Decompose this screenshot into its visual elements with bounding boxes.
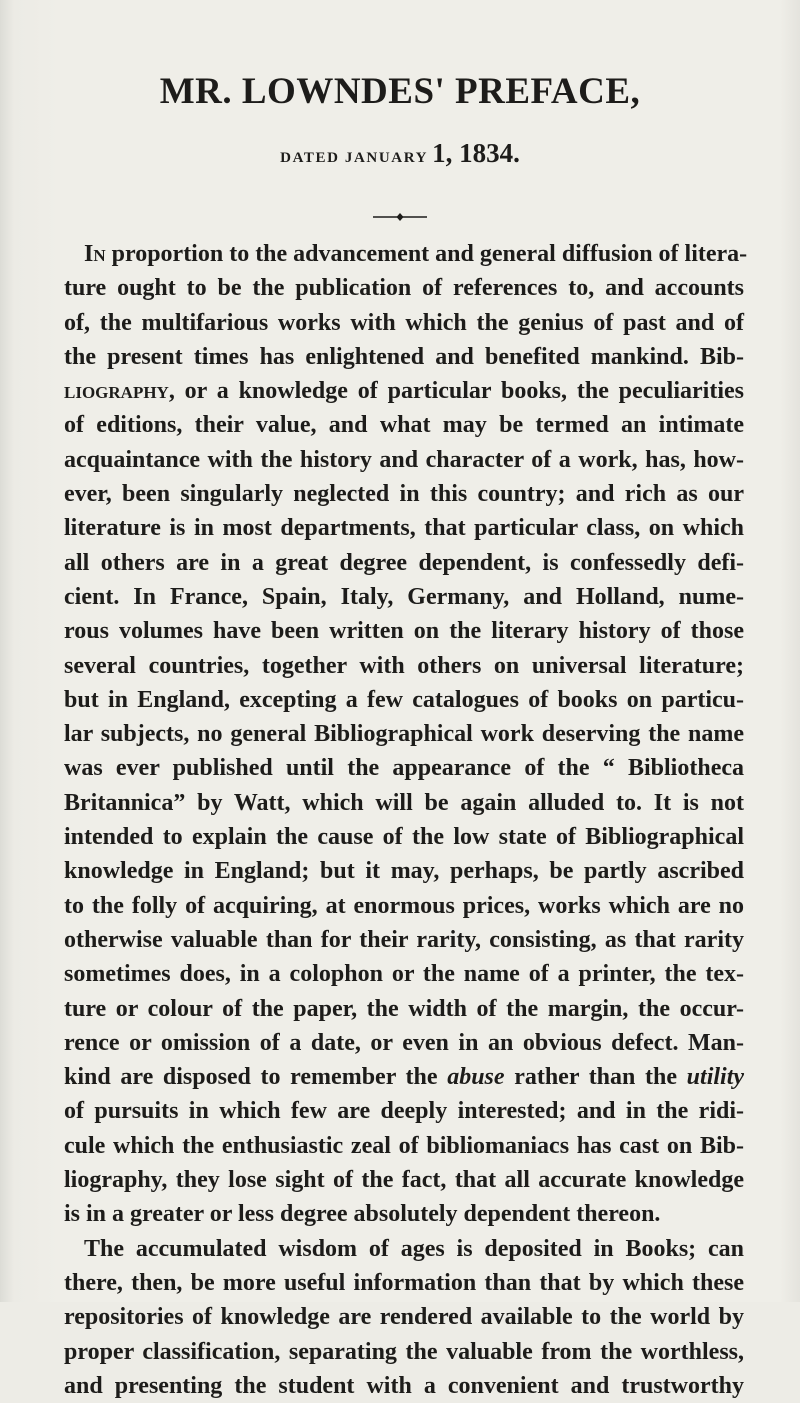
text-line: intended to explain the cause of the low state of Bibliographical bbox=[64, 824, 744, 851]
page-title: MR. LOWNDES' PREFACE, bbox=[159, 71, 641, 112]
diamond-rule-icon bbox=[373, 212, 427, 222]
text-line: lar subjects, no general Bibliographical work deserving the name bbox=[64, 721, 744, 748]
text-line: all others are in a great degree dependent, is confessedly defi- bbox=[64, 549, 744, 576]
small-caps-word: liography, bbox=[64, 378, 175, 405]
text-line: cule which the enthusiastic zeal of bibliomaniacs has cast on Bib- bbox=[64, 1132, 744, 1159]
text-line: rence or omission of a date, or even in an obvious defect. Man- bbox=[64, 1029, 744, 1056]
text-line: to the folly of acquiring, at enormous prices, works which are no bbox=[64, 892, 744, 919]
text-line: knowledge in England; but it may, perhaps, be partly ascribed bbox=[64, 858, 744, 885]
text-line: ture ought to be the publication of references to, and accounts bbox=[64, 275, 744, 302]
dateline-date: 1, 1834. bbox=[432, 138, 520, 168]
text-line: acquaintance with the history and character of a work, has, how- bbox=[64, 446, 744, 473]
text-line: of editions, their value, and what may be termed an intimate bbox=[64, 412, 744, 439]
dateline-prefix: DATED JANUARY bbox=[280, 150, 429, 166]
text-line: was ever published until the appearance of the “ Bibliotheca bbox=[64, 755, 744, 782]
text-line: is in a greater or less degree absolutely dependent thereon. bbox=[64, 1201, 661, 1228]
text-line: rous volumes have been written on the literary history of those bbox=[64, 618, 744, 645]
text-line: of pursuits in which few are deeply interested; and in the ridi- bbox=[64, 1098, 744, 1125]
text-line: literature is in most departments, that particular class, on which bbox=[64, 515, 744, 542]
text-line: sometimes does, in a colophon or the name of a printer, the tex- bbox=[64, 961, 744, 988]
text-line: of, the multifarious works with which the genius of past and of bbox=[64, 309, 744, 336]
text-line: but in England, excepting a few catalogues of books on particu- bbox=[64, 686, 744, 713]
text-line: proper classification, separating the valuable from the worthless, bbox=[64, 1338, 744, 1365]
italic-word-utility: utility bbox=[686, 1064, 745, 1091]
text-line: otherwise valuable than for their rarity, consisting, as that rarity bbox=[64, 926, 744, 953]
text-line: In proportion to the advancement and general diffusion of litera- bbox=[84, 241, 748, 267]
text-line: The accumulated wisdom of ages is deposited in Books; can bbox=[84, 1235, 744, 1262]
text-line: several countries, together with others on universal literature; bbox=[64, 652, 744, 679]
text-line: liography, or a knowledge of particular books, the peculiarities bbox=[64, 378, 744, 405]
text-line: there, then, be more useful information than that by which these bbox=[64, 1269, 744, 1296]
text-line: the present times has enlightened and benefited mankind. Bib- bbox=[64, 343, 744, 370]
text-line: ture or colour of the paper, the width of the margin, the occur- bbox=[64, 995, 744, 1022]
drop-word: In bbox=[84, 241, 106, 267]
text-line: Britannica” by Watt, which will be again alluded to. It is not bbox=[64, 789, 744, 816]
dateline bbox=[0, 138, 800, 169]
text-line: kind are disposed to remember the abuse rather than the utility bbox=[64, 1064, 745, 1091]
italic-word-abuse: abuse bbox=[447, 1064, 505, 1091]
text-line: ever, been singularly neglected in this country; and rich as our bbox=[64, 481, 744, 508]
text-line: cient. In France, Spain, Italy, Germany, and Holland, nume- bbox=[64, 583, 744, 610]
text-line: repositories of knowledge are rendered available to the world by bbox=[64, 1304, 744, 1331]
text-line: and presenting the student with a convenient and trustworthy bbox=[64, 1372, 744, 1399]
text-line: liography, they lose sight of the fact, that all accurate knowledge bbox=[64, 1167, 744, 1194]
preface-body bbox=[64, 237, 748, 1403]
